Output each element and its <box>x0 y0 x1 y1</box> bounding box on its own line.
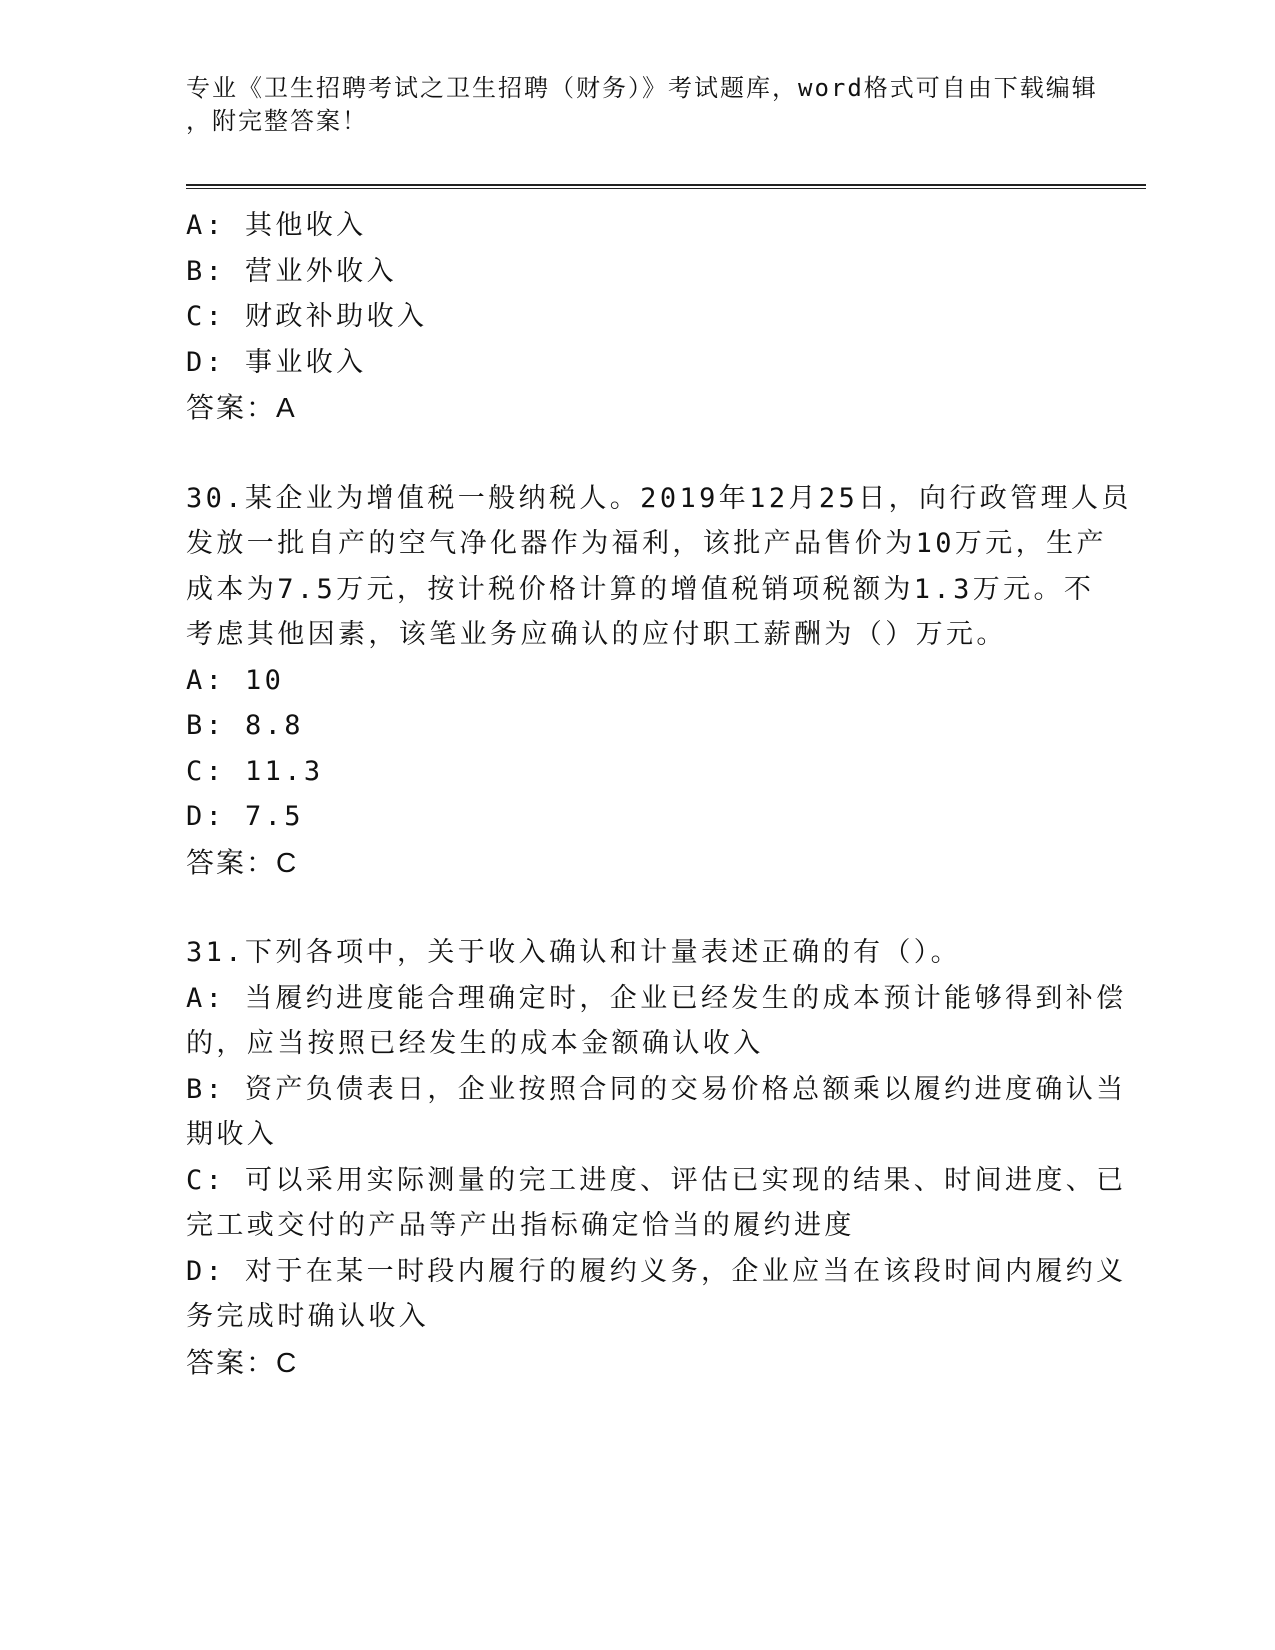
question-stem-line: 30.某企业为增值税一般纳税人。2019年12月25日，向行政管理人员 <box>186 482 1132 514</box>
option-d-continued: 务完成时确认收入 <box>186 1301 430 1332</box>
question-30-block <box>186 476 1146 886</box>
question-29-block <box>186 203 1146 431</box>
option-b: B: 资产负债表日，企业按照合同的交易价格总额乘以履约进度确认当 <box>186 1073 1127 1105</box>
question-stem-line: 31.下列各项中，关于收入确认和计量表述正确的有（）。 <box>186 937 962 968</box>
answer-line: 答案：C <box>186 1346 299 1378</box>
option-a: A: 当履约进度能合理确定时，企业已经发生的成本预计能够得到补偿 <box>186 982 1127 1014</box>
document-header-line-1: 专业《卫生招聘考试之卫生招聘（财务）》考试题库，word格式可自由下载编辑 <box>186 74 1098 102</box>
option-b: B: 8.8 <box>186 710 304 741</box>
option-a: A: 10 <box>186 664 285 696</box>
question-stem-line: 发放一批自产的空气净化器作为福利，该批产品售价为10万元，生产 <box>186 528 1107 559</box>
option-c-continued: 完工或交付的产品等产出指标确定恰当的履约进度 <box>186 1210 855 1241</box>
option-c: C: 可以采用实际测量的完工进度、评估已实现的结果、时间进度、已 <box>186 1164 1127 1196</box>
document-page <box>186 72 1146 1385</box>
question-stem-line: 考虑其他因素，该笔业务应确认的应付职工薪酬为（）万元。 <box>186 619 1007 650</box>
answer-line: 答案：C <box>186 846 299 878</box>
answer-line: 答案：A <box>186 392 297 423</box>
option-d: D: 对于在某一时段内履行的履约义务，企业应当在该段时间内履约义 <box>186 1255 1127 1287</box>
question-31-block <box>186 930 1146 1385</box>
option-a: A: 其他收入 <box>186 210 367 241</box>
header-divider <box>186 184 1146 189</box>
option-d: D: 事业收入 <box>186 346 367 378</box>
option-b-continued: 期收入 <box>186 1119 278 1150</box>
option-a-continued: 的，应当按照已经发生的成本金额确认收入 <box>186 1028 764 1059</box>
option-d: D: 7.5 <box>186 801 304 832</box>
option-c: C: 财政补助收入 <box>186 301 428 332</box>
document-header-line-2: ，附完整答案！ <box>186 107 368 135</box>
option-b: B: 营业外收入 <box>186 255 397 287</box>
option-c: C: 11.3 <box>186 755 324 787</box>
question-stem-line: 成本为7.5万元，按计税价格计算的增值税销项税额为1.3万元。不 <box>186 573 1095 605</box>
